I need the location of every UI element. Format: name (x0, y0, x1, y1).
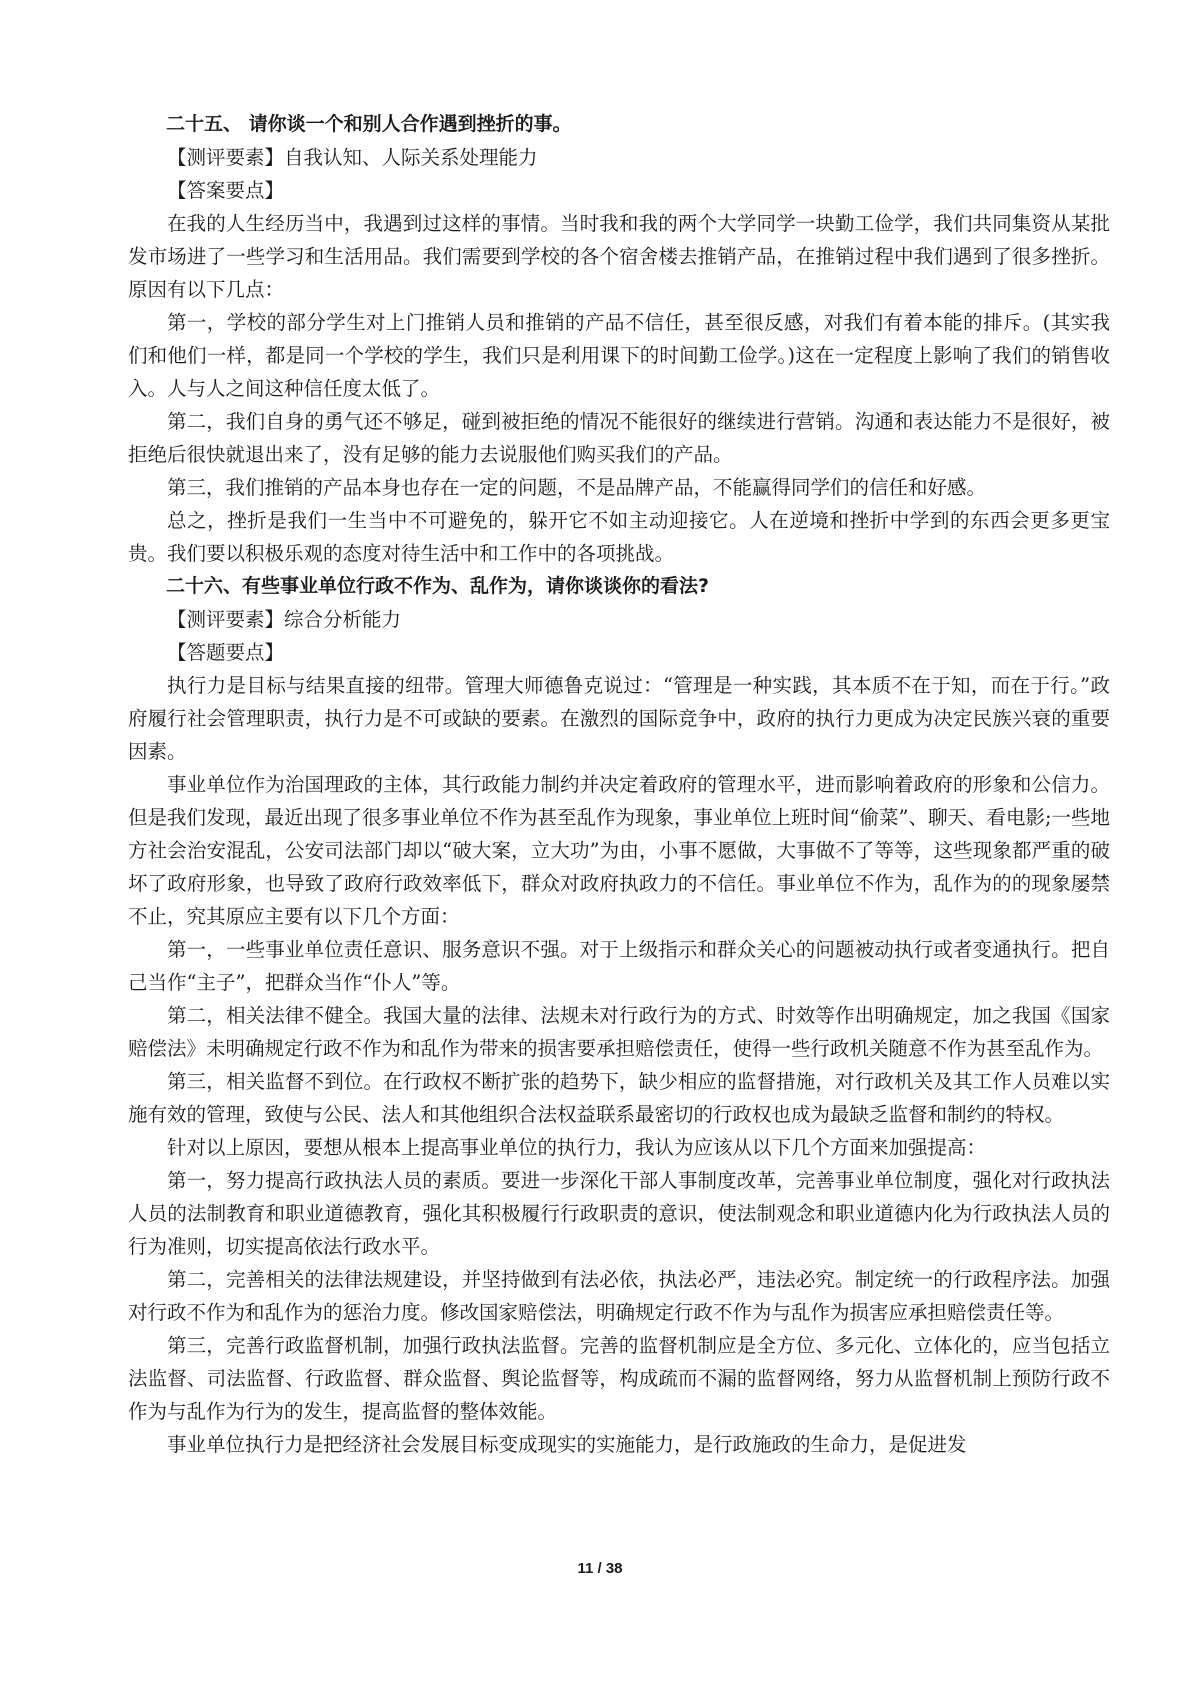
body-paragraph: 执行力是目标与结果直接的纽带。管理大师德鲁克说过：“管理是一种实践，其本质不在于知，而在于行。”政府履行社会管理职责，执行力是不可或缺的要素。在激烈的国际竞争中，政府的执行力更成为决定民族兴衰的重要因素。 (128, 674, 1110, 763)
document-body (128, 108, 1110, 1461)
page-number: 11 / 38 (577, 1560, 623, 1577)
label-line: 【答案要点】 (167, 179, 285, 202)
body-paragraph: 第二，相关法律不健全。我国大量的法律、法规未对行政行为的方式、时效等作出明确规定，加之我国《国家赔偿法》未明确规定行政不作为和乱作为带来的损害要承担赔偿责任，使得一些行政机关随意不作为甚至乱作为。 (128, 1004, 1110, 1060)
body-paragraph: 第三，完善行政监督机制，加强行政执法监督。完善的监督机制应是全方位、多元化、立体化的，应当包括立法监督、司法监督、行政监督、群众监督、舆论监督等，构成疏而不漏的监督网络，努力从监督机制上预防行政不作为与乱作为行为的发生，提高监督的整体效能。 (128, 1334, 1110, 1423)
body-paragraph: 针对以上原因，要想从根本上提高事业单位的执行力，我认为应该从以下几个方面来加强提高： (167, 1136, 987, 1159)
body-paragraph: 第一，学校的部分学生对上门推销人员和推销的产品不信任，甚至很反感，对我们有着本能的排斥。(其实我们和他们一样，都是同一个学校的学生，我们只是利用课下的时间勤工俭学。)这在一定程度上影响了我们的销售收入。人与人之间这种信任度太低了。 (128, 311, 1110, 400)
body-paragraph: 第二，完善相关的法律法规建设，并坚持做到有法必依，执法必严，违法必究。制定统一的行政程序法。加强对行政不作为和乱作为的惩治力度。修改国家赔偿法，明确规定行政不作为与乱作为损害应承担赔偿责任等。 (128, 1268, 1110, 1324)
body-paragraph: 第一，努力提高行政执法人员的素质。要进一步深化干部人事制度改革，完善事业单位制度，强化对行政执法人员的法制教育和职业道德教育，强化其积极履行行政职责的意识，使法制观念和职业道德内化为行政执法人员的行为准则，切实提高依法行政水平。 (128, 1169, 1110, 1258)
label-line: 【答题要点】 (167, 641, 285, 664)
body-paragraph: 事业单位执行力是把经济社会发展目标变成现实的实施能力，是行政施政的生命力，是促进发 (167, 1433, 967, 1456)
body-paragraph: 第三，相关监督不到位。在行政权不断扩张的趋势下，缺少相应的监督措施，对行政机关及其工作人员难以实施有效的管理，致使与公民、法人和其他组织合法权益联系最密切的行政权也成为最缺乏监督和制约的特权。 (128, 1070, 1110, 1126)
section-heading: 二十五、 请你谈一个和别人合作遇到挫折的事。 (166, 113, 572, 135)
section-heading: 二十六、有些事业单位行政不作为、乱作为，请你谈谈你的看法? (166, 575, 710, 597)
body-paragraph: 第三，我们推销的产品本身也存在一定的问题，不是品牌产品，不能赢得同学们的信任和好感。 (167, 476, 987, 499)
body-paragraph: 总之，挫折是我们一生当中不可避免的，躲开它不如主动迎接它。人在逆境和挫折中学到的东西会更多更宝贵。我们要以积极乐观的态度对待生活中和工作中的各项挑战。 (128, 509, 1110, 565)
body-paragraph: 第一，一些事业单位责任意识、服务意识不强。对于上级指示和群众关心的问题被动执行或者变通执行。把自己当作“主子”，把群众当作“仆人”等。 (128, 938, 1110, 994)
body-paragraph: 事业单位作为治国理政的主体，其行政能力制约并决定着政府的管理水平，进而影响着政府的形象和公信力。但是我们发现，最近出现了很多事业单位不作为甚至乱作为现象，事业单位上班时间“偷菜”、聊天、看电影;一些地方社会治安混乱，公安司法部门却以“破大案，立大功”为由，小事不愿做，大事做不了等等，这些现象都严重的破坏了政府形象，也导致了政府行政效率低下，群众对政府执政力的不信任。事业单位不作为，乱作为的的现象屡禁不止，究其原应主要有以下几个方面： (128, 773, 1111, 928)
label-line: 【测评要素】自我认知、人际关系处理能力 (167, 146, 538, 169)
label-line: 【测评要素】综合分析能力 (167, 608, 402, 631)
body-paragraph: 在我的人生经历当中，我遇到过这样的事情。当时我和我的两个大学同学一块勤工俭学，我们共同集资从某批发市场进了一些学习和生活用品。我们需要到学校的各个宿舍楼去推销产品，在推销过程中我们遇到了很多挫折。原因有以下几点： (128, 212, 1110, 301)
body-paragraph: 第二，我们自身的勇气还不够足，碰到被拒绝的情况不能很好的继续进行营销。沟通和表达能力不是很好，被拒绝后很快就退出来了，没有足够的能力去说服他们购买我们的产品。 (128, 410, 1110, 466)
